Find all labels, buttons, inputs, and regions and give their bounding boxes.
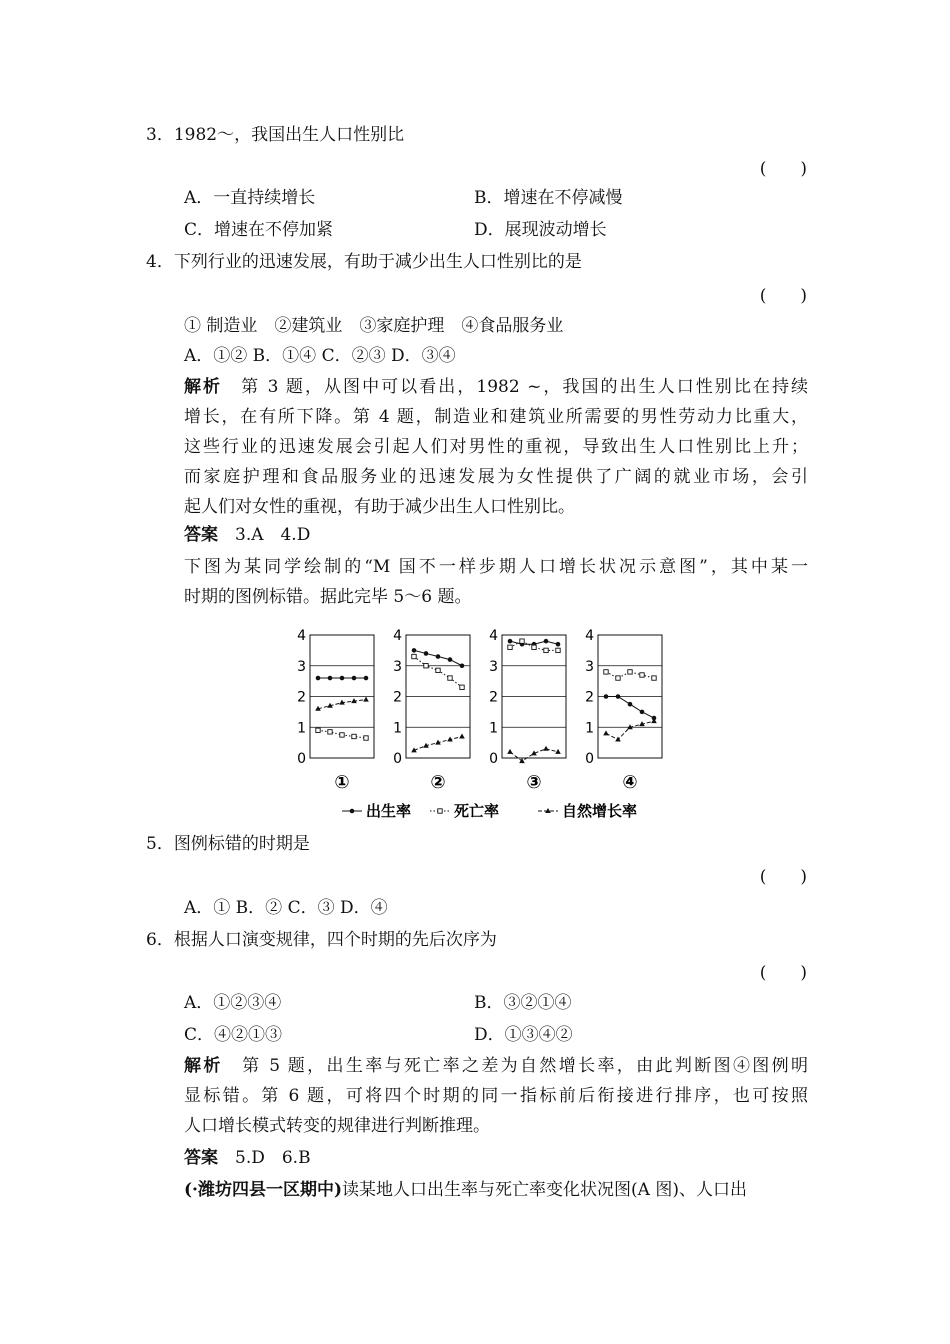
- analysis-line: 这些行业的迅速发展会引起人们对男性的重视，导致出生人口性别比上升；: [184, 437, 808, 457]
- data-point: [328, 730, 332, 734]
- data-point: [508, 645, 512, 649]
- q4-items: ① 制造业 ②建筑业 ③家庭护理 ④食品服务业: [184, 316, 564, 336]
- answer-row-1: [184, 524, 310, 546]
- data-point: [520, 639, 524, 643]
- y-tick-label: 1: [297, 720, 306, 737]
- data-point: [628, 670, 632, 674]
- data-point: [555, 749, 561, 754]
- y-tick-label: 0: [393, 751, 402, 767]
- data-point: [616, 676, 620, 680]
- q3-option-b: B．增速在不停减慢: [474, 188, 623, 208]
- q6-option-c: C．④②①③: [184, 1025, 283, 1045]
- data-point: [460, 663, 465, 668]
- data-point: [519, 758, 525, 763]
- data-point: [556, 648, 560, 652]
- data-point: [507, 749, 513, 754]
- answer-text: 3.A 4.D: [235, 525, 311, 545]
- y-tick-label: 0: [297, 751, 306, 767]
- q6-stem: 6．根据人口演变规律，四个时期的先后次序为: [146, 930, 497, 950]
- data-point: [412, 654, 416, 658]
- data-point: [364, 736, 368, 740]
- panel-label: ④: [622, 772, 638, 793]
- legend-label: 自然增长率: [562, 802, 638, 820]
- q6-option-a: A．①②③④: [184, 993, 282, 1013]
- y-tick-label: 4: [585, 628, 594, 644]
- data-point: [508, 639, 513, 644]
- y-tick-label: 0: [489, 751, 498, 767]
- analysis-line: 人口增长模式转变的规律进行判断推理。: [184, 1116, 490, 1136]
- q5-stem: 5．图例标错的时期是: [146, 834, 310, 854]
- data-point: [556, 642, 561, 647]
- answer-label: 答案: [184, 525, 218, 545]
- y-tick-label: 2: [393, 689, 402, 706]
- data-point: [604, 694, 609, 699]
- data-point: [316, 728, 320, 732]
- data-point: [544, 639, 549, 644]
- data-point: [412, 648, 417, 653]
- y-tick-label: 1: [489, 720, 498, 737]
- data-point: [543, 746, 549, 751]
- y-tick-label: 2: [297, 689, 306, 706]
- y-tick-label: 3: [297, 658, 306, 675]
- data-point: [640, 673, 644, 677]
- data-point: [424, 664, 428, 668]
- data-point: [436, 668, 440, 672]
- y-tick-label: 0: [585, 751, 594, 767]
- data-point: [448, 657, 453, 662]
- q5-options: A．① B．② C．③ D．④: [184, 898, 388, 918]
- analysis-line: 起人们对女性的重视，有助于减少出生人口性别比。: [184, 497, 575, 517]
- q3-answer-paren: ( ): [759, 159, 807, 179]
- next-question-text: 读某地人口出生率与死亡率变化状况图(A 图)、人口出: [342, 1180, 747, 1200]
- q5-answer-paren: ( ): [759, 867, 807, 887]
- y-tick-label: 3: [585, 658, 594, 675]
- series-line: [606, 721, 654, 739]
- population-chart-figure: [280, 625, 670, 830]
- data-point: [352, 676, 357, 681]
- answer-text: 5.D 6.B: [235, 1148, 311, 1168]
- intro-line: 时期的图例标错。据此完毕 5～6 题。: [184, 587, 472, 607]
- legend-label: 出生率: [366, 802, 412, 820]
- next-question-intro: [184, 1179, 747, 1201]
- q6-option-b: B．③②①④: [474, 993, 572, 1013]
- panel-label: ③: [526, 772, 542, 793]
- analysis-line: 第 5 题，出生率与死亡率之差为自然增长率，由此判断图④图例明: [242, 1056, 808, 1076]
- data-point: [316, 676, 321, 681]
- data-point: [616, 694, 621, 699]
- y-tick-label: 3: [489, 658, 498, 675]
- y-tick-label: 4: [393, 628, 402, 644]
- data-point: [460, 685, 464, 689]
- data-point: [363, 697, 369, 702]
- answer-row-2: [184, 1147, 311, 1169]
- q3-option-a: A．一直持续增长: [184, 188, 316, 208]
- data-point: [603, 730, 609, 735]
- data-point: [340, 676, 345, 681]
- data-point: [640, 710, 645, 715]
- legend-label: 死亡率: [454, 802, 500, 820]
- q4-stem: 4．下列行业的迅速发展，有助于减少出生人口性别比的是: [146, 252, 582, 272]
- y-tick-label: 2: [585, 689, 594, 706]
- q6-answer-paren: ( ): [759, 963, 807, 983]
- data-point: [604, 670, 608, 674]
- analysis-block-2: [184, 1051, 808, 1141]
- data-point: [544, 648, 548, 652]
- data-point: [328, 676, 333, 681]
- answer-label: 答案: [184, 1148, 218, 1168]
- y-tick-label: 2: [489, 689, 498, 706]
- data-point: [652, 676, 656, 680]
- data-point: [424, 651, 429, 656]
- data-point: [448, 676, 452, 680]
- q4-answer-paren: ( ): [759, 286, 807, 306]
- data-point: [364, 676, 369, 681]
- analysis-line: 而家庭护理和食品服务业的迅速发展为女性提供了广阔的就业市场，会引: [184, 467, 808, 487]
- legend-marker: [438, 809, 442, 813]
- intro-block: [184, 552, 808, 612]
- q3-option-c: C．增速在不停加紧: [184, 220, 334, 240]
- y-tick-label: 1: [585, 720, 594, 737]
- data-point: [436, 654, 441, 659]
- analysis-block-1: [184, 372, 808, 522]
- series-line: [606, 697, 654, 719]
- population-chart: [280, 625, 670, 825]
- y-tick-label: 4: [489, 628, 498, 644]
- analysis-label: 解析: [184, 1056, 223, 1076]
- source-tag: (·潍坊四县一区期中): [184, 1180, 343, 1200]
- data-point: [615, 737, 621, 742]
- data-point: [340, 733, 344, 737]
- q3-stem: 3．1982～，我国出生人口性别比: [146, 125, 405, 145]
- panel-label: ①: [334, 772, 350, 793]
- y-tick-label: 1: [393, 720, 402, 737]
- legend-marker: [350, 809, 355, 814]
- data-point: [352, 734, 356, 738]
- q6-option-d: D．①③④②: [474, 1025, 573, 1045]
- intro-line: 下图为某同学绘制的“M 国不一样步期人口增长状况示意图”，其中某一: [184, 557, 808, 577]
- y-tick-label: 3: [393, 658, 402, 675]
- panel-label: ②: [430, 772, 446, 793]
- y-tick-label: 4: [297, 628, 306, 644]
- data-point: [628, 702, 633, 707]
- q3-option-d: D．展现波动增长: [474, 220, 607, 240]
- analysis-line: 增长，在有所下降。第 4 题，制造业和建筑业所需要的男性劳动力比重大，: [184, 407, 808, 427]
- analysis-line: 第 3 题，从图中可以看出，1982 ~，我国的出生人口性别比在持续: [241, 377, 808, 397]
- data-point: [459, 733, 465, 738]
- q4-options: A．①② B．①④ C．②③ D．③④: [184, 346, 456, 366]
- analysis-label: 解析: [184, 377, 223, 397]
- analysis-line: 显标错。第 6 题，可将四个时期的同一指标前后衔接进行排序，也可按照: [184, 1086, 808, 1106]
- data-point: [532, 645, 536, 649]
